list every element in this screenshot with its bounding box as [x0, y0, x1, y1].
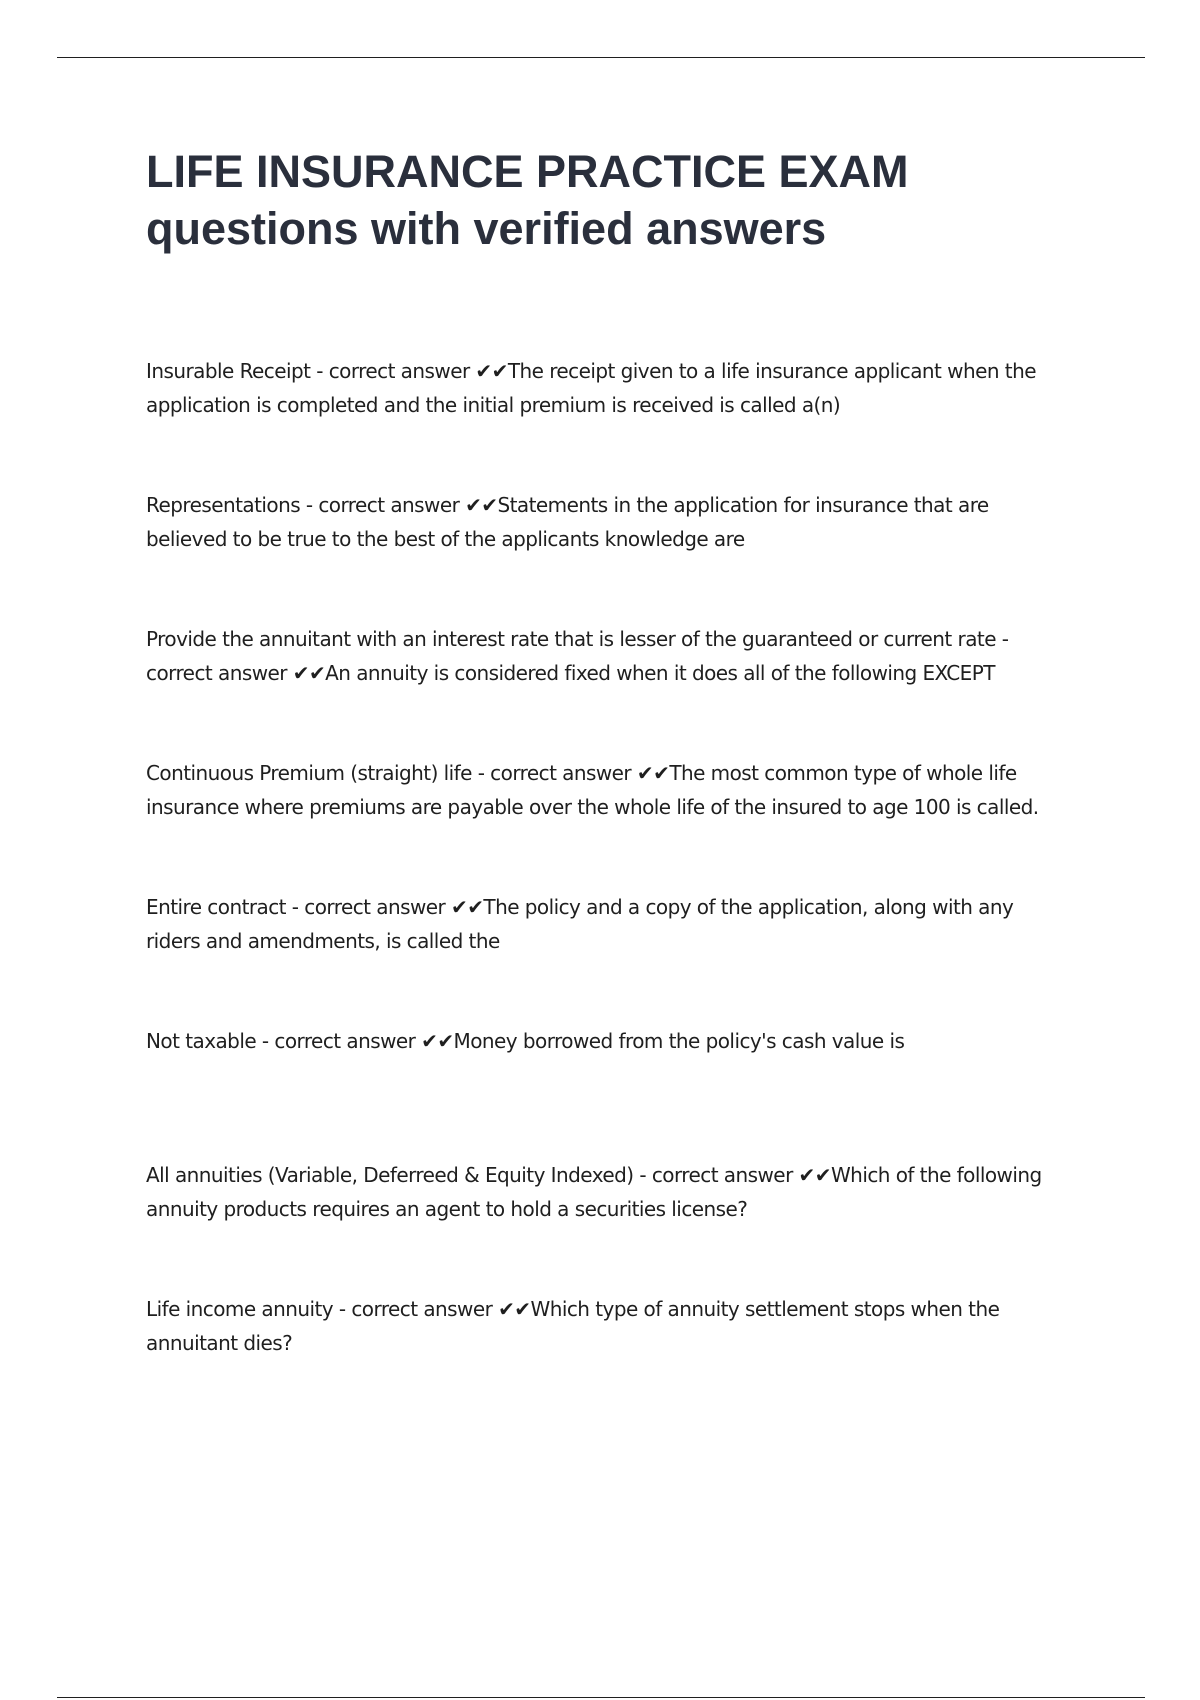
qa-item: Life income annuity - correct answer ✔✔Which type of annuity settlement stops when the annuitant dies? — [146, 1297, 1000, 1355]
qa-item: Entire contract - correct answer ✔✔The policy and a copy of the application, along with any riders and amendments, is called the — [146, 895, 1014, 953]
qa-item: Insurable Receipt - correct answer ✔✔The receipt given to a life insurance applicant when the application is completed and the initial premium is received is called a(n) — [146, 359, 1036, 417]
qa-item: Provide the annuitant with an interest rate that is lesser of the guaranteed or current rate - correct answer ✔✔An annuity is considered fixed when it does all of the following EXCEPT — [146, 627, 1009, 685]
document-title: LIFE INSURANCE PRACTICE EXAM questions with verified answers — [146, 146, 909, 254]
qa-item: All annuities (Variable, Deferreed & Equity Indexed) - correct answer ✔✔Which of the following annuity products requires an agent to hold a securities license? — [146, 1163, 1042, 1221]
qa-item: Continuous Premium (straight) life - correct answer ✔✔The most common type of whole life insurance where premiums are payable over the whole life of the insured to age 100 is called. — [146, 761, 1039, 819]
qa-item: Representations - correct answer ✔✔Statements in the application for insurance that are believed to be true to the best of the applicants knowledge are — [146, 493, 989, 551]
bottom-rule — [57, 1697, 1145, 1698]
top-rule — [57, 57, 1145, 58]
qa-list — [146, 354, 1086, 1426]
qa-item: Not taxable - correct answer ✔✔Money borrowed from the policy's cash value is — [146, 1029, 905, 1053]
